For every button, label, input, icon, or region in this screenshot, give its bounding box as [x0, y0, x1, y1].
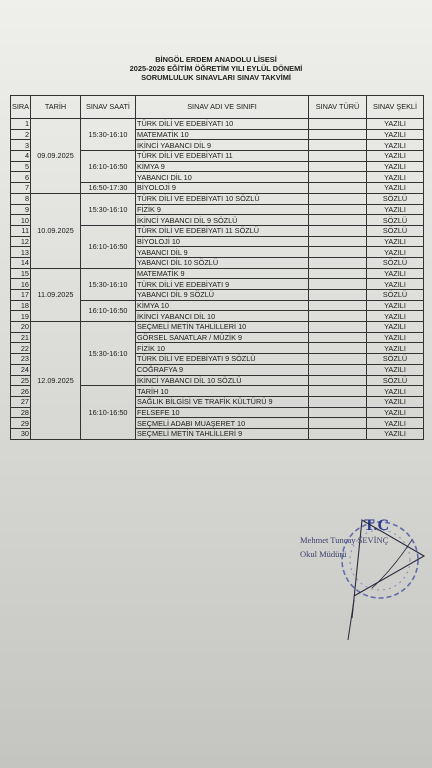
exam-type: [309, 375, 367, 386]
exam-type: [309, 129, 367, 140]
exam-type: [309, 236, 367, 247]
exam-type: [309, 343, 367, 354]
row-number: 23: [11, 354, 31, 365]
exam-name: TÜRK DİLİ VE EDEBİYATI 9: [136, 279, 309, 290]
row-number: 22: [11, 343, 31, 354]
signer-title: Okul Müdürü: [300, 549, 347, 559]
term-title: 2025-2026 EĞİTİM ÖĞRETİM YILI EYLÜL DÖNEMİ: [129, 64, 303, 73]
row-number: 14: [11, 257, 31, 268]
exam-format: YAZILI: [367, 151, 424, 162]
exam-name: YABANCI DİL 9 SÖZLÜ: [136, 290, 309, 301]
col-sekli: SINAV ŞEKLİ: [367, 96, 424, 119]
exam-name: İKİNCİ YABANCI DİL 10: [136, 311, 309, 322]
exam-name: MATEMATİK 10: [136, 129, 309, 140]
exam-format: YAZILI: [367, 407, 424, 418]
exam-type: [309, 183, 367, 194]
exam-date: 12.09.2025: [31, 322, 81, 440]
col-turu: SINAV TÜRÜ: [309, 96, 367, 119]
exam-type: [309, 140, 367, 151]
exam-type: [309, 332, 367, 343]
row-number: 19: [11, 311, 31, 322]
exam-time: 16:10-16:50: [81, 151, 136, 183]
exam-name: SEÇMELİ METİN TAHLİLLERİ 9: [136, 428, 309, 439]
exam-time: 15:30-16:10: [81, 119, 136, 151]
col-sira: SIRA: [11, 96, 31, 119]
exam-format: SÖZLÜ: [367, 215, 424, 226]
table-row: [11, 119, 424, 130]
exam-type: [309, 386, 367, 397]
exam-format: YAZILI: [367, 236, 424, 247]
exam-type: [309, 151, 367, 162]
exam-type: [309, 247, 367, 258]
exam-name: TÜRK DİLİ VE EDEBİYATI 11 SÖZLÜ: [136, 225, 309, 236]
table-row: [11, 322, 424, 333]
exam-type: [309, 172, 367, 183]
exam-format: YAZILI: [367, 311, 424, 322]
exam-format: YAZILI: [367, 247, 424, 258]
exam-name: FİZİK 10: [136, 343, 309, 354]
exam-type: [309, 428, 367, 439]
exam-date: 09.09.2025: [31, 119, 81, 194]
exam-format: YAZILI: [367, 396, 424, 407]
exam-date: 11.09.2025: [31, 268, 81, 321]
exam-type: [309, 225, 367, 236]
exam-name: TÜRK DİLİ VE EDEBİYATI 11: [136, 151, 309, 162]
exam-format: YAZILI: [367, 119, 424, 130]
row-number: 6: [11, 172, 31, 183]
exam-format: YAZILI: [367, 161, 424, 172]
exam-type: [309, 119, 367, 130]
row-number: 17: [11, 290, 31, 301]
exam-format: YAZILI: [367, 300, 424, 311]
document-header: [0, 55, 432, 82]
row-number: 3: [11, 140, 31, 151]
exam-type: [309, 364, 367, 375]
exam-name: SEÇMELİ METİN TAHLİLLERİ 10: [136, 322, 309, 333]
row-number: 30: [11, 428, 31, 439]
exam-name: GÖRSEL SANATLAR / MÜZİK 9: [136, 332, 309, 343]
exam-format: SÖZLÜ: [367, 290, 424, 301]
table-header-row: [11, 96, 424, 119]
exam-type: [309, 215, 367, 226]
row-number: 27: [11, 396, 31, 407]
row-number: 4: [11, 151, 31, 162]
row-number: 28: [11, 407, 31, 418]
school-name: BİNGÖL ERDEM ANADOLU LİSESİ: [155, 55, 277, 64]
row-number: 18: [11, 300, 31, 311]
exam-time: 16:10-16:50: [81, 300, 136, 321]
exam-name: SAĞLIK BİLGİSİ VE TRAFİK KÜLTÜRÜ 9: [136, 396, 309, 407]
exam-name: TÜRK DİLİ VE EDEBİYATI 10 SÖZLÜ: [136, 193, 309, 204]
row-number: 10: [11, 215, 31, 226]
row-number: 15: [11, 268, 31, 279]
exam-format: YAZILI: [367, 183, 424, 194]
exam-format: YAZILI: [367, 140, 424, 151]
exam-type: [309, 418, 367, 429]
exam-format: SÖZLÜ: [367, 225, 424, 236]
seal-text: T.C: [364, 517, 390, 534]
exam-time: 15:30-16:10: [81, 193, 136, 225]
exam-time: 16:10-16:50: [81, 386, 136, 439]
exam-format: YAZILI: [367, 386, 424, 397]
exam-format: YAZILI: [367, 322, 424, 333]
row-number: 21: [11, 332, 31, 343]
exam-format: YAZILI: [367, 428, 424, 439]
exam-time: 15:30-16:10: [81, 268, 136, 300]
exam-type: [309, 354, 367, 365]
exam-type: [309, 290, 367, 301]
exam-format: YAZILI: [367, 418, 424, 429]
exam-name: YABANCI DİL 9: [136, 247, 309, 258]
exam-name: YABANCI DİL 10: [136, 172, 309, 183]
exam-name: BİYOLOJİ 9: [136, 183, 309, 194]
exam-type: [309, 407, 367, 418]
exam-type: [309, 193, 367, 204]
row-number: 11: [11, 225, 31, 236]
col-ders: SINAV ADI VE SINIFI: [136, 96, 309, 119]
exam-name: İKİNCİ YABANCI DİL 10 SÖZLÜ: [136, 375, 309, 386]
exam-type: [309, 396, 367, 407]
row-number: 9: [11, 204, 31, 215]
row-number: 12: [11, 236, 31, 247]
exam-format: SÖZLÜ: [367, 257, 424, 268]
exam-name: TÜRK DİLİ VE EDEBİYATI 9 SÖZLÜ: [136, 354, 309, 365]
exam-type: [309, 279, 367, 290]
row-number: 25: [11, 375, 31, 386]
exam-type: [309, 268, 367, 279]
exam-name: KİMYA 10: [136, 300, 309, 311]
exam-schedule-table: [10, 95, 424, 440]
exam-format: SÖZLÜ: [367, 354, 424, 365]
row-number: 1: [11, 119, 31, 130]
table-row: [11, 193, 424, 204]
col-tarih: TARİH: [31, 96, 81, 119]
row-number: 20: [11, 322, 31, 333]
exam-format: YAZILI: [367, 172, 424, 183]
signature-block: [300, 533, 388, 561]
col-saat: SINAV SAATİ: [81, 96, 136, 119]
exam-type: [309, 311, 367, 322]
exam-name: SEÇMELİ ADABI MUAŞERET 10: [136, 418, 309, 429]
exam-type: [309, 161, 367, 172]
exam-time: 16:50-17:30: [81, 183, 136, 194]
exam-time: 16:10-16:50: [81, 225, 136, 268]
exam-format: YAZILI: [367, 332, 424, 343]
exam-name: TÜRK DİLİ VE EDEBİYATI 10: [136, 119, 309, 130]
row-number: 24: [11, 364, 31, 375]
row-number: 26: [11, 386, 31, 397]
row-number: 13: [11, 247, 31, 258]
exam-format: YAZILI: [367, 268, 424, 279]
row-number: 8: [11, 193, 31, 204]
schedule-title: SORUMLULUK SINAVLARI SINAV TAKVİMİ: [141, 73, 291, 82]
exam-name: BİYOLOJİ 10: [136, 236, 309, 247]
exam-name: İKİNCİ YABANCI DİL 9 SÖZLÜ: [136, 215, 309, 226]
exam-type: [309, 257, 367, 268]
exam-type: [309, 204, 367, 215]
exam-format: YAZILI: [367, 343, 424, 354]
signer-name: Mehmet Tuncay SEVİNÇ: [300, 535, 389, 545]
row-number: 2: [11, 129, 31, 140]
exam-date: 10.09.2025: [31, 193, 81, 268]
row-number: 5: [11, 161, 31, 172]
row-number: 7: [11, 183, 31, 194]
row-number: 16: [11, 279, 31, 290]
exam-name: FELSEFE 10: [136, 407, 309, 418]
exam-type: [309, 322, 367, 333]
exam-format: YAZILI: [367, 204, 424, 215]
exam-name: COĞRAFYA 9: [136, 364, 309, 375]
table-row: [11, 268, 424, 279]
row-number: 29: [11, 418, 31, 429]
exam-format: SÖZLÜ: [367, 375, 424, 386]
exam-type: [309, 300, 367, 311]
exam-format: SÖZLÜ: [367, 193, 424, 204]
exam-format: YAZILI: [367, 129, 424, 140]
exam-format: YAZILI: [367, 279, 424, 290]
school-seal: [312, 500, 432, 645]
exam-format: YAZILI: [367, 364, 424, 375]
exam-name: YABANCI DİL 10 SÖZLÜ: [136, 257, 309, 268]
exam-time: 15:30-16:10: [81, 322, 136, 386]
exam-name: TARİH 10: [136, 386, 309, 397]
exam-name: İKİNCİ YABANCI DİL 9: [136, 140, 309, 151]
exam-name: MATEMATİK 9: [136, 268, 309, 279]
exam-name: FİZİK 9: [136, 204, 309, 215]
exam-name: KİMYA 9: [136, 161, 309, 172]
